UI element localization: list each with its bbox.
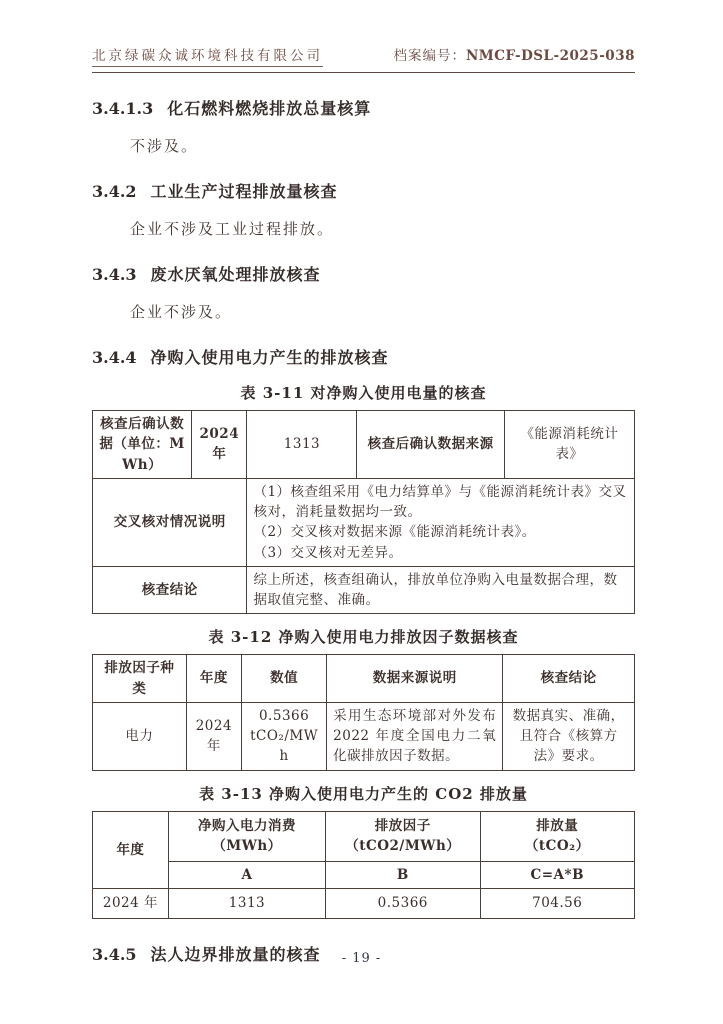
table-row <box>93 478 635 566</box>
t12-conclusion-text: 数据真实、准确，且符合《核算方法》要求。 <box>503 702 635 770</box>
t13-consumption-value: 1313 <box>168 888 325 918</box>
page-number: - 19 - <box>341 951 382 966</box>
factor-unit: tCO₂/MWh <box>250 728 319 765</box>
header-rule <box>92 72 635 73</box>
t12-header-year: 年度 <box>186 655 241 703</box>
company-name: 北京绿碳众诚环境科技有限公司 <box>92 44 323 67</box>
t12-header-value: 数值 <box>242 655 327 703</box>
section-title: 化石燃料燃烧排放总量核算 <box>167 99 372 118</box>
section-title: 法人边界排放量的核查 <box>150 944 321 964</box>
t13-code-c: C=A*B <box>480 861 634 888</box>
section-title: 净购入使用电力产生的排放核查 <box>150 348 389 367</box>
file-number-label: 档案编号： <box>393 48 466 64</box>
t11-confirmed-data-label: 核查后确认数据（单位：MWh） <box>93 411 192 479</box>
file-number: NMCF-DSL-2025-038 <box>465 48 635 64</box>
table-header-row <box>93 811 635 861</box>
t12-factor-type: 电力 <box>93 702 187 770</box>
page-header <box>92 44 635 67</box>
table-3-11 <box>92 410 635 614</box>
col-unit: （tCO2/MWh） <box>345 838 461 854</box>
section-body-3413: 不涉及。 <box>130 137 199 155</box>
t13-header-consumption <box>168 811 325 861</box>
t11-conclusion-label: 核查结论 <box>93 566 247 614</box>
section-number: 3.4.2 <box>92 182 137 201</box>
table-3-12-caption: 表 3-12 净购入使用电力排放因子数据核查 <box>208 628 519 647</box>
t12-header-conclusion: 核查结论 <box>503 655 635 703</box>
table-3-13 <box>92 811 635 919</box>
section-number: 3.4.3 <box>92 265 137 284</box>
table-row <box>93 566 635 614</box>
col-name: 排放因子 <box>374 817 431 834</box>
t11-data-source-value: 《能源消耗统计表》 <box>504 411 634 479</box>
t13-code-b: B <box>326 861 480 888</box>
section-heading-342 <box>92 179 635 202</box>
factor-number: 0.5366 <box>258 707 310 724</box>
t11-data-source-label: 核查后确认数据来源 <box>357 411 504 479</box>
t12-source-text: 采用生态环境部对外发布 2022 年度全国电力二氧化碳排放因子数据。 <box>327 702 503 770</box>
table-3-11-caption: 表 3-11 对净购入使用电量的核查 <box>240 384 487 402</box>
section-number: 3.4.1.3 <box>92 99 154 118</box>
table-header-row <box>93 655 635 703</box>
col-name: 净购入电力消费 <box>197 817 296 834</box>
t11-year: 2024年 <box>192 411 247 479</box>
t13-header-year: 年度 <box>93 811 169 888</box>
crosscheck-line-1: （1）核查组采用《电力结算单》与《能源消耗统计表》交叉核对，消耗量数据均一致。 <box>253 483 627 520</box>
table-header-row <box>93 861 635 888</box>
table-row <box>93 888 635 918</box>
section-title: 废水厌氧处理排放核查 <box>150 265 321 284</box>
section-heading-343 <box>92 262 635 285</box>
crosscheck-line-2: （2）交叉核对数据来源《能源消耗统计表》。 <box>253 524 536 541</box>
table-3-13-caption: 表 3-13 净购入使用电力产生的 CO2 排放量 <box>199 784 528 803</box>
table-3-12 <box>92 654 635 770</box>
t11-conclusion-text: 综上所述，核查组确认，排放单位净购入电量数据合理，数据取值完整、准确。 <box>247 566 635 614</box>
t12-header-factor-type: 排放因子种类 <box>93 655 187 703</box>
section-number: 3.4.4 <box>92 348 137 367</box>
t11-electricity-value: 1313 <box>247 411 357 479</box>
section-number: 3.4.5 <box>92 944 137 964</box>
col-unit: （MWh） <box>212 838 282 854</box>
t13-year-value: 2024 年 <box>93 888 169 918</box>
t13-code-a: A <box>168 861 325 888</box>
t13-emission-value: 704.56 <box>480 888 634 918</box>
t12-year: 2024年 <box>186 702 241 770</box>
col-name: 排放量 <box>536 817 579 834</box>
section-title: 工业生产过程排放量核查 <box>150 182 338 201</box>
t13-header-factor <box>326 811 480 861</box>
t13-factor-value: 0.5366 <box>326 888 480 918</box>
table-row <box>93 702 635 770</box>
section-body-342: 企业不涉及工业过程排放。 <box>130 220 335 238</box>
t12-factor-value <box>242 702 327 770</box>
t12-header-source: 数据来源说明 <box>327 655 503 703</box>
t13-header-emission <box>480 811 634 861</box>
section-heading-344 <box>92 345 635 368</box>
crosscheck-line-3: （3）交叉核对无差异。 <box>253 544 403 561</box>
section-body-343: 企业不涉及。 <box>130 303 233 321</box>
t11-crosscheck-content <box>247 478 635 566</box>
file-number-block <box>393 44 635 64</box>
section-heading-3413 <box>92 96 635 119</box>
table-row <box>93 411 635 479</box>
col-unit: （tCO₂） <box>524 838 590 854</box>
t11-crosscheck-label: 交叉核对情况说明 <box>93 478 247 566</box>
